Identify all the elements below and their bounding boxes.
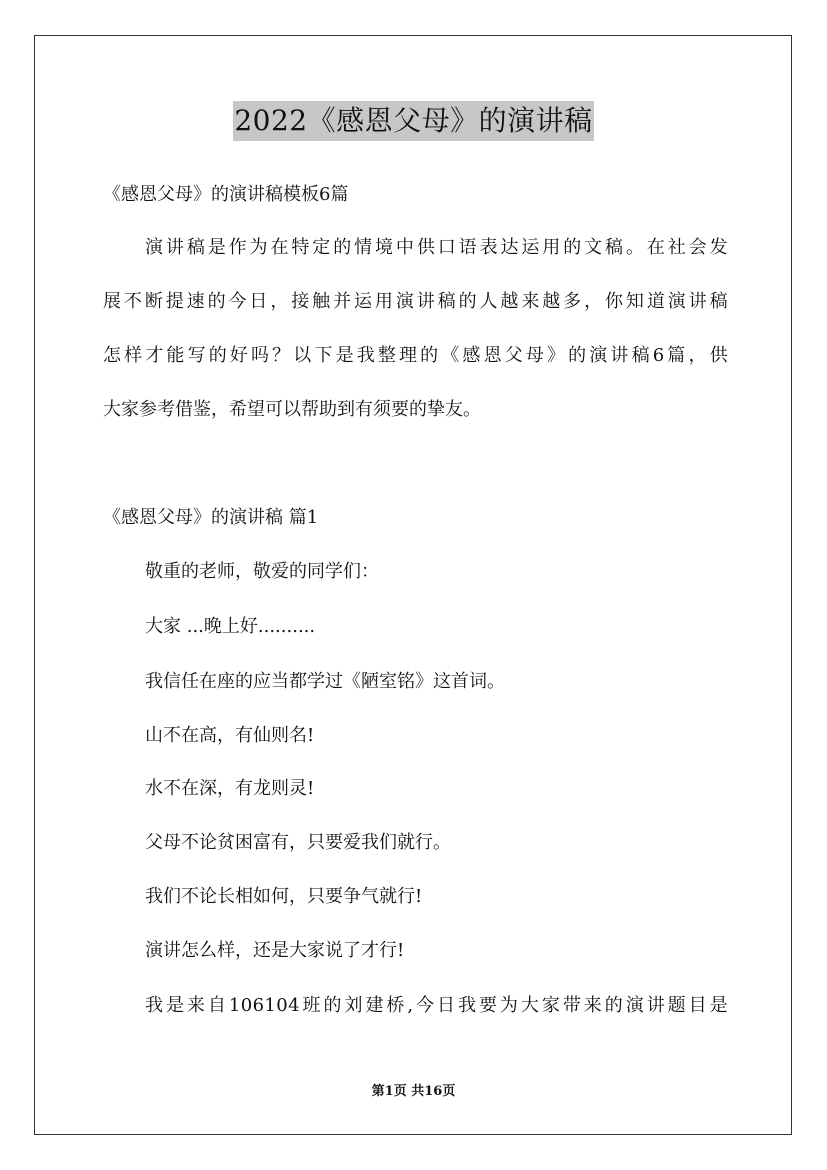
intro-line-4: 大家参考借鉴，希望可以帮助到有须要的挚友。 [103,399,481,420]
body-line-5: 水不在深，有龙则灵! [145,778,315,799]
title-container [0,101,827,141]
page-footer: 第1页 共16页 [371,1084,456,1099]
document-title: 2022《感恩父母》的演讲稿 [233,101,593,141]
body-line-9: 我是来自106104班的刘建桥,今日我要为大家带来的演讲题目是 [145,995,728,1016]
body-line-3: 我信任在座的应当都学过《陋室铭》这首词。 [145,671,505,692]
intro-line-3: 怎样才能写的好吗？以下是我整理的《感恩父母》的演讲稿6篇，供 [103,345,728,366]
body-line-6: 父母不论贫困富有，只要爱我们就行。 [145,832,451,853]
body-line-7: 我们不论长相如何，只要争气就行! [145,886,423,907]
intro-line-1: 演讲稿是作为在特定的情境中供口语表达运用的文稿。在社会发 [145,237,728,258]
body-line-4: 山不在高，有仙则名! [145,725,315,746]
intro-line-2: 展不断提速的今日，接触并运用演讲稿的人越来越多，你知道演讲稿 [103,291,728,312]
document-subtitle: 《感恩父母》的演讲稿模板6篇 [103,184,349,205]
section-heading: 《感恩父母》的演讲稿 篇1 [103,507,319,528]
body-line-8: 演讲怎么样，还是大家说了才行! [145,940,405,961]
body-line-1: 敬重的老师，敬爱的同学们： [145,561,379,582]
body-line-2: 大家 ...晚上好.......... [145,616,316,637]
